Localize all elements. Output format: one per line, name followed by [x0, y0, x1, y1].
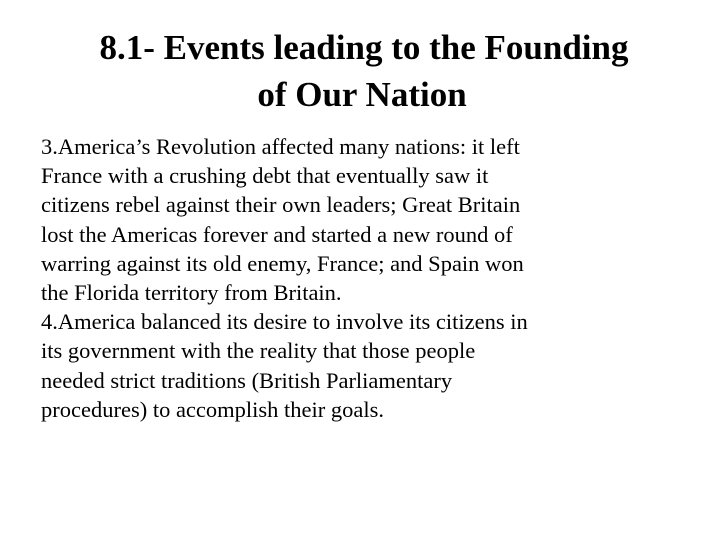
paragraph-line: 3.America’s Revolution affected many nations: it left	[41, 134, 520, 159]
slide-body	[41, 132, 696, 424]
paragraph-line: the Florida territory from Britain.	[41, 280, 342, 306]
paragraph-line: warring against its old enemy, France; and Spain won	[41, 250, 524, 276]
slide-title-line: of Our Nation	[257, 75, 467, 114]
slide-title-line: 8.1- Events leading to the Founding	[99, 28, 629, 67]
paragraph-line: procedures) to accomplish their goals.	[41, 396, 385, 422]
paragraph-line: its government with the reality that those people	[41, 338, 476, 364]
body-paragraph-3	[41, 132, 696, 307]
body-paragraph-4	[41, 307, 696, 424]
paragraph-line: France with a crushing debt that eventually saw it	[41, 163, 489, 189]
paragraph-line: lost the Americas forever and started a new round of	[41, 221, 513, 247]
paragraph-line: needed strict traditions (British Parliamentary	[41, 367, 453, 393]
paragraph-line: citizens rebel against their own leaders; Great Britain	[41, 192, 521, 218]
slide-title	[0, 24, 720, 118]
paragraph-line: 4.America balanced its desire to involve its citizens in	[41, 309, 528, 335]
